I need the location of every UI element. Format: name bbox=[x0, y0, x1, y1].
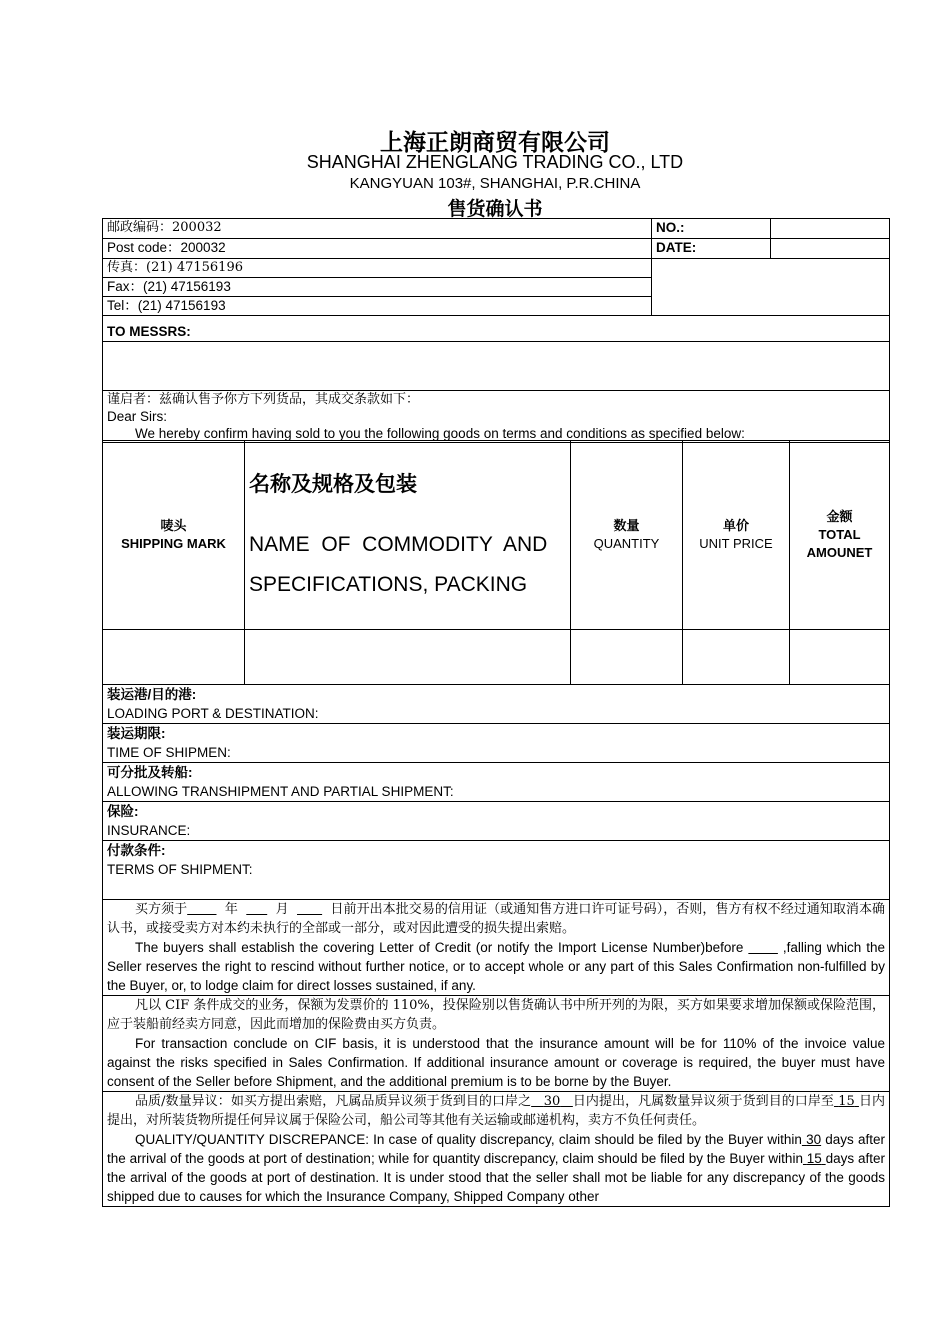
quantity-days-cn: 15 bbox=[838, 1094, 855, 1109]
total-cell bbox=[790, 630, 890, 685]
commodity-cn: 名称及规格及包装 bbox=[249, 473, 417, 496]
term-label-cn: 付款条件: bbox=[107, 843, 166, 858]
term-label-en: INSURANCE: bbox=[107, 823, 191, 838]
total-cn: 金额 bbox=[826, 509, 853, 524]
term-label-en: TERMS OF SHIPMENT: bbox=[107, 862, 253, 877]
intro-cn: 谨启者：兹确认售予你方下列货品，其成交条款如下： bbox=[107, 392, 420, 407]
quantity-cn: 数量 bbox=[613, 518, 640, 533]
no-label: NO.: bbox=[652, 219, 771, 239]
quantity-cell bbox=[571, 630, 683, 685]
contact-blank bbox=[652, 259, 890, 316]
clause-cif bbox=[103, 996, 890, 1092]
term-payment bbox=[103, 841, 890, 900]
unit-price-cn: 单价 bbox=[722, 518, 749, 533]
term-label-en: TIME OF SHIPMEN: bbox=[107, 745, 231, 760]
term-insurance bbox=[103, 802, 890, 841]
tel: Tel：(21) 47156193 bbox=[103, 297, 652, 316]
unit-price-header bbox=[683, 441, 790, 630]
fax-en: Fax：(21) 47156193 bbox=[103, 278, 652, 297]
document-title: 售货确认书 bbox=[447, 198, 543, 220]
quality-days-cn: 30 bbox=[543, 1094, 561, 1109]
company-name-en: SHANGHAI ZHENGLANG TRADING CO., LTD bbox=[306, 152, 684, 172]
date-value bbox=[771, 239, 890, 259]
term-shipment-time bbox=[103, 724, 890, 763]
quality-cn: 品质/数量异议：如买方提出索赔，凡属品质异议须于货到目的口岸之 30 日内提出，凡属数量异议须于货到目的口岸至 15 日内提出，对所装货物所提任何异议属于保险公司，船公司等其他有关运输或邮递机构，卖方不负任何责任。 bbox=[107, 1094, 885, 1128]
cif-en: For transaction conclude on CIF basis, it is understood that the insurance amount will be for 110% of the invoice value against the risks specified in Sales Confirmation. If additional insurance amount or coverage is required, the buyer must have consent of the Seller before Shipment, and the additional premium is to be borne by the Buyer. bbox=[107, 1036, 885, 1089]
quantity-days-en: 15 bbox=[806, 1151, 822, 1166]
contact-table bbox=[102, 218, 890, 316]
shipping-mark-cell bbox=[103, 630, 245, 685]
total-en-2: AMOUNET bbox=[806, 545, 873, 560]
shipping-mark-en: SHIPPING MARK bbox=[121, 536, 226, 551]
quality-en: QUALITY/QUANTITY DISCREPANCE: In case of quality discrepancy, claim should be filed by the Buyer within 30 days after the arrival of the goods at port of destination; while for quantity discrepancy, claim should be filed by the Buyer within 15 days after the arrival of the goods at port of destination. It is under stood that the seller shall mot be liable for any discrepancy of the goods shipped due to causes for which the Insurance Company, Shipped Company other bbox=[107, 1132, 885, 1204]
term-loading-port bbox=[103, 685, 890, 724]
total-en-1: TOTAL bbox=[818, 527, 861, 542]
unit-price-cell bbox=[683, 630, 790, 685]
cif-cn: 凡以 CIF 条件成交的业务，保额为发票价的 110%，投保险别以售货确认书中所开列的为限，买方如果要求增加保额或保险范围，应于装船前经卖方同意，因此而增加的保险费由买方负责。 bbox=[107, 998, 885, 1032]
intro-dear: Dear Sirs: bbox=[107, 409, 168, 424]
term-label-cn: 装运港/目的港: bbox=[107, 687, 197, 702]
lc-en: The buyers shall establish the covering Letter of Credit (or notify the Import License Number)before ,falling which the Seller reserves the right to rescind without further notice, or to accept whole or any part of this Sales Confirmation non-fulfilled by the Buyer, or, to lodge claim for direct losses sustained, if any. bbox=[107, 940, 885, 993]
commodity-en-1: NAME OF COMMODITY AND bbox=[249, 533, 548, 556]
unit-price-en: UNIT PRICE bbox=[699, 536, 773, 551]
date-label: DATE: bbox=[652, 239, 771, 259]
company-address: KANGYUAN 103#, SHANGHAI, P.R.CHINA bbox=[349, 175, 641, 192]
term-label-cn: 可分批及转船: bbox=[107, 765, 193, 780]
term-label-cn: 保险: bbox=[107, 804, 139, 819]
commodity-cell bbox=[245, 630, 571, 685]
commodity-header bbox=[245, 441, 571, 630]
goods-table bbox=[102, 440, 890, 685]
company-name-cn: 上海正朗商贸有限公司 bbox=[380, 129, 610, 156]
quality-days-en: 30 bbox=[806, 1132, 822, 1147]
clause-letter-of-credit bbox=[103, 900, 890, 996]
term-transhipment bbox=[103, 763, 890, 802]
terms-table bbox=[102, 684, 890, 1207]
messrs-blank bbox=[103, 342, 890, 391]
intro-en: We hereby confirm having sold to you the following goods on terms and conditions as specified below: bbox=[135, 426, 745, 441]
shipping-mark-header bbox=[103, 441, 245, 630]
quantity-en: QUANTITY bbox=[593, 536, 660, 551]
intro-block bbox=[103, 391, 890, 443]
to-messrs-label: TO MESSRS: bbox=[103, 316, 890, 342]
lc-cn: 买方须于 年 月 日前开出本批交易的信用证（或通知售方进口许可证号码），否则，售方有权不经过通知取消本确认书，或接受卖方对本约未执行的全部或一部分，或对因此遭受的损失提出索赔。 bbox=[107, 902, 886, 936]
term-label-en: ALLOWING TRANSHIPMENT AND PARTIAL SHIPMENT: bbox=[107, 784, 454, 799]
no-value bbox=[771, 219, 890, 239]
postcode-en: Post code：200032 bbox=[103, 239, 652, 259]
term-label-en: LOADING PORT & DESTINATION: bbox=[107, 706, 319, 721]
quantity-header bbox=[571, 441, 683, 630]
clause-quality bbox=[103, 1092, 890, 1207]
postcode-cn: 邮政编码：200032 bbox=[103, 219, 652, 239]
commodity-en-2: SPECIFICATIONS, PACKING bbox=[249, 573, 528, 596]
total-header bbox=[790, 441, 890, 630]
shipping-mark-cn: 唛头 bbox=[160, 518, 187, 533]
fax-cn: 传真：(21) 47156196 bbox=[103, 259, 652, 278]
messrs-table bbox=[102, 315, 890, 443]
term-label-cn: 装运期限: bbox=[107, 726, 166, 741]
